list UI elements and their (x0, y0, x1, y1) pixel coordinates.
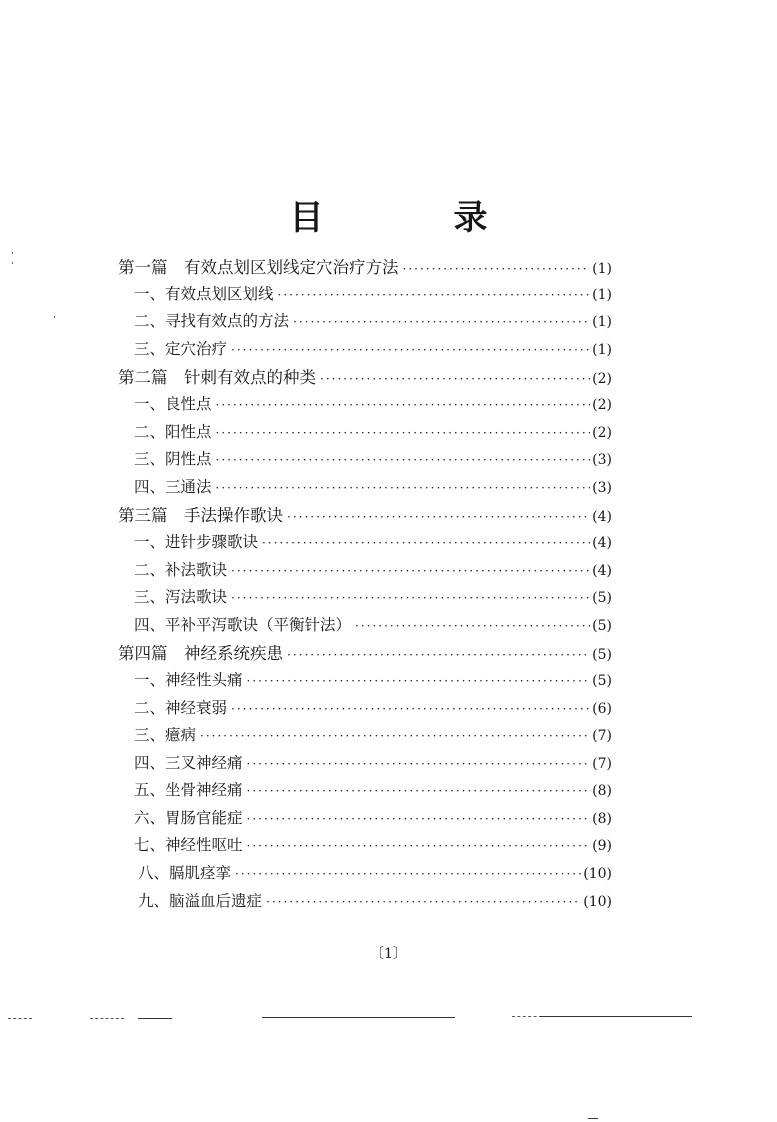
toc-chapter-3 (118, 502, 612, 530)
toc-section (118, 585, 612, 613)
leader-dots (247, 675, 591, 687)
toc-label: 二、寻找有效点的方法 (134, 312, 290, 331)
toc-section (118, 309, 612, 337)
toc-label: 四、三叉神经痛 (134, 753, 243, 772)
toc-chapter-4 (118, 640, 612, 668)
scan-mark (138, 1018, 172, 1019)
scan-mark (90, 1018, 124, 1020)
leader-dots (355, 620, 590, 632)
toc-section (118, 806, 612, 834)
toc-label: 二、阳性点 (134, 422, 212, 441)
leader-dots (235, 868, 581, 880)
leader-dots (200, 730, 590, 742)
leader-dots (278, 289, 591, 301)
leader-dots (247, 785, 591, 797)
leader-dots (216, 482, 591, 494)
toc-section (118, 861, 612, 889)
toc-label: 三、泻法歌诀 (134, 588, 228, 607)
scan-speck (12, 262, 13, 264)
scan-mark (588, 1118, 598, 1119)
toc-page: (7) (592, 728, 612, 745)
toc-page: (4) (592, 509, 612, 526)
toc-page: (5) (592, 672, 612, 689)
toc-page: (4) (592, 534, 612, 551)
toc-section (118, 282, 612, 310)
leader-dots (247, 840, 591, 852)
scan-speck (12, 252, 13, 254)
toc-page: (6) (592, 700, 612, 717)
toc-label: 第二篇 针刺有效点的种类 (118, 368, 316, 388)
scan-mark (540, 1016, 692, 1017)
toc-label: 六、胃肠官能症 (134, 808, 243, 827)
page-title: 目 录 (289, 198, 536, 238)
toc-label: 一、有效点划区划线 (134, 284, 274, 303)
toc-page: (3) (592, 479, 612, 496)
leader-dots (287, 511, 590, 523)
leader-dots (231, 344, 590, 356)
leader-dots (216, 399, 591, 411)
leader-dots (216, 427, 591, 439)
toc-label: 四、三通法 (134, 477, 212, 496)
table-of-contents (118, 254, 612, 916)
toc-section (118, 833, 612, 861)
scan-speck (54, 316, 55, 318)
toc-label: 三、阴性点 (134, 450, 212, 469)
leader-dots (403, 263, 591, 275)
toc-page: (2) (592, 424, 612, 441)
leader-dots (293, 316, 590, 328)
page-number: 〔1〕 (370, 946, 407, 962)
toc-label: 七、神经性呕吐 (134, 836, 243, 855)
toc-page: (4) (592, 562, 612, 579)
toc-label: 第四篇 神经系统疾患 (118, 644, 283, 664)
toc-section (118, 723, 612, 751)
toc-label: 二、补法歌诀 (134, 560, 228, 579)
toc-section (118, 778, 612, 806)
toc-section (118, 447, 612, 475)
toc-label: 第一篇 有效点划区划线定穴治疗方法 (118, 258, 399, 277)
toc-section (118, 558, 612, 586)
toc-page: (2) (592, 371, 612, 388)
toc-section (118, 475, 612, 503)
leader-dots (262, 537, 590, 549)
toc-label: 第三篇 手法操作歌诀 (118, 506, 283, 526)
toc-page: (1) (592, 314, 612, 331)
scan-mark (262, 1017, 455, 1018)
toc-page: (5) (592, 590, 612, 607)
scan-mark (8, 1018, 32, 1020)
leader-dots (247, 813, 591, 825)
toc-page: (1) (592, 286, 612, 303)
toc-section (118, 613, 612, 641)
leader-dots (231, 565, 590, 577)
toc-label: 九、脑溢血后遗症 (138, 891, 263, 910)
toc-section (118, 696, 612, 724)
toc-page: (10) (583, 893, 612, 910)
toc-label: 三、定穴治疗 (134, 339, 228, 358)
toc-label: 一、神经性头痛 (134, 670, 243, 689)
toc-label: 二、神经衰弱 (134, 698, 228, 717)
toc-section (118, 530, 612, 558)
toc-page: (5) (592, 647, 612, 664)
toc-label: 一、良性点 (134, 394, 212, 413)
toc-chapter-1 (118, 254, 612, 282)
toc-label: 三、癔病 (134, 726, 197, 745)
toc-page: (1) (592, 261, 612, 277)
toc-label: 八、膈肌痉挛 (138, 864, 232, 883)
toc-page: (8) (592, 810, 612, 827)
leader-dots (320, 373, 590, 385)
toc-section (118, 337, 612, 365)
toc-page: (2) (592, 396, 612, 413)
toc-page: (7) (592, 755, 612, 772)
toc-page: (5) (592, 617, 612, 634)
toc-page: (8) (592, 783, 612, 800)
toc-label: 四、平补平泻歌诀（平衡针法） (134, 615, 352, 634)
toc-section (118, 889, 612, 917)
leader-dots (231, 703, 590, 715)
scan-mark (512, 1016, 542, 1018)
toc-page: (9) (592, 838, 612, 855)
leader-dots (247, 758, 591, 770)
toc-section (118, 668, 612, 696)
toc-page: (1) (592, 341, 612, 358)
toc-section (118, 420, 612, 448)
toc-page: (10) (583, 866, 612, 883)
leader-dots (216, 454, 591, 466)
toc-chapter-2 (118, 364, 612, 392)
leader-dots (266, 896, 581, 908)
toc-section (118, 751, 612, 779)
leader-dots (231, 592, 590, 604)
toc-section (118, 392, 612, 420)
leader-dots (287, 649, 590, 661)
toc-label: 五、坐骨神经痛 (134, 781, 243, 800)
toc-label: 一、进针步骤歌诀 (134, 532, 259, 551)
toc-page: (3) (592, 452, 612, 469)
